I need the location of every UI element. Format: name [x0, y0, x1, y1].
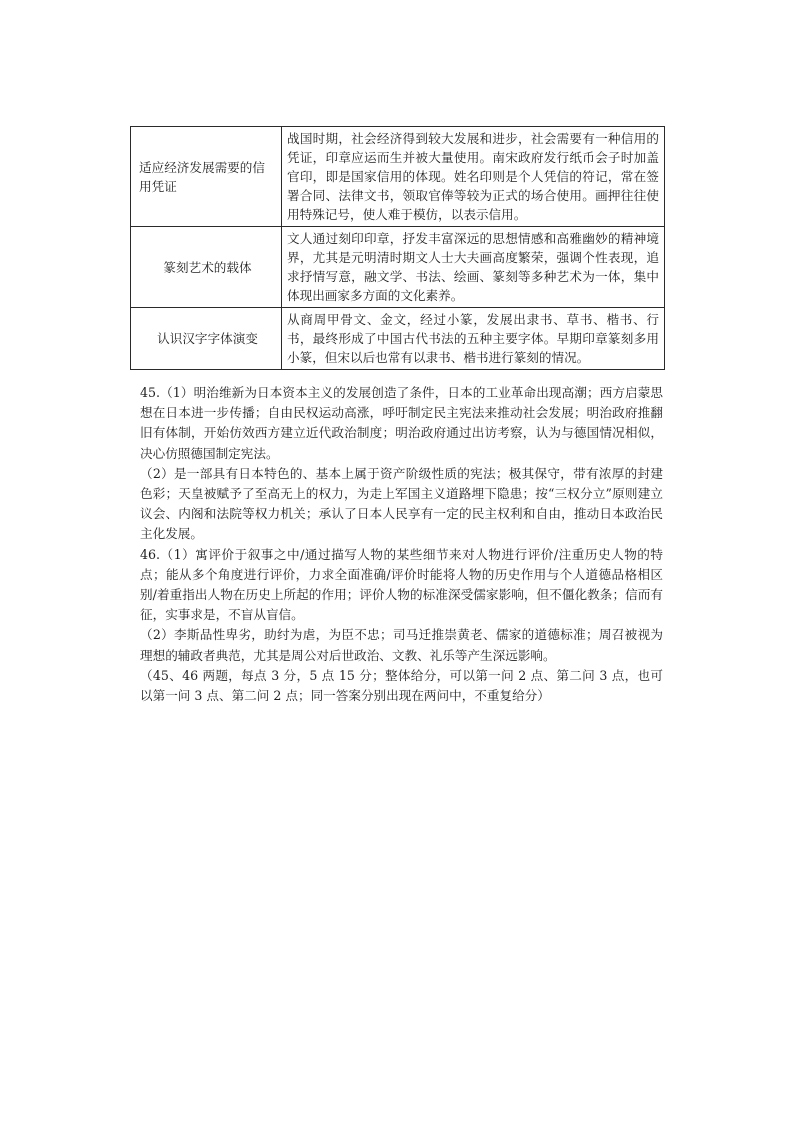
answer-46-part-2: （2）李斯品性卑劣，助纣为虐，为臣不忠；司马迁推崇黄老、儒家的道德标准；周召被视为理想的辅政者典范，尤其是周公对后世政治、文教、礼乐等产生深远影响。 — [140, 627, 663, 663]
table-row-label: 认识汉字字体演变 — [131, 308, 282, 370]
table-row-content: 从商周甲骨文、金文，经过小篆，发展出隶书、草书、楷书、行书，最终形成了中国古代书法的五种主要字体。早期印章篆刻多用小篆，但宋以后也常有以隶书、楷书进行篆刻的情况。 — [282, 308, 665, 370]
scoring-note: （45、46 两题，每点 3 分，5 点 15 分；整体给分，可以第一问 2 点、第二问 3 点，也可以第一问 3 点、第二问 2 点；同一答案分别出现在两问中，不重复给分） — [140, 667, 663, 704]
table-row-label: 篆刻艺术的载体 — [131, 227, 282, 308]
table-row — [131, 227, 665, 308]
table-row-content: 战国时期，社会经济得到较大发展和进步，社会需要有一种信用的凭证，印章应运而生并被大量使用。南宋政府发行纸币会子时加盖官印，即是国家信用的体现。姓名印则是个人凭信的符记，常在签署合同、法律文书，领取官俸等较为正式的场合使用。画押往往使用特殊记号，使人难于模仿，以表示信用。 — [282, 127, 665, 227]
table-row — [131, 127, 665, 227]
answer-45-part-1: 45.（1）明治维新为日本资本主义的发展创造了条件，日本的工业革命出现高潮；西方启蒙思想在日本进一步传播；自由民权运动高涨，呼吁制定民主宪法来推动社会发展；明治政府推翻旧有体制，开始仿效西方建立近代政治制度；明治政府通过出访考察，认为与德国情况相似，决心仿照德国制定宪法。 — [140, 385, 663, 461]
answer-46-part-1: 46.（1）寓评价于叙事之中/通过描写人物的某些细节来对人物进行评价/注重历史人物的特点；能从多个角度进行评价，力求全面准确/评价时能将人物的历史作用与个人道德品格相区别/着重指出人物在历史上所起的作用；评价人物的标准深受儒家影响，但不僵化教条；信而有征，实事求是，不盲从盲信。 — [140, 546, 663, 623]
seal-function-table — [130, 126, 665, 370]
table-row-label: 适应经济发展需要的信用凭证 — [131, 127, 282, 227]
table-row — [131, 308, 665, 370]
table-row-content: 文人通过刻印印章，抒发丰富深远的思想情感和高雅幽妙的精神境界，尤其是元明清时期文人士大夫画高度繁荣，强调个性表现，追求抒情写意，融文学、书法、绘画、篆刻等多种艺术为一体，集中体现出画家多方面的文化素养。 — [282, 227, 665, 308]
answer-45-part-2: （2）是一部具有日本特色的、基本上属于资产阶级性质的宪法；极其保守，带有浓厚的封建色彩；天皇被赋予了至高无上的权力，为走上军国主义道路埋下隐患；按“三权分立”原则建立议会、内阁和法院等权力机关；承认了日本人民享有一定的民主权利和自由，推动日本政治民主化发展。 — [140, 465, 663, 542]
answer-section — [140, 383, 663, 706]
